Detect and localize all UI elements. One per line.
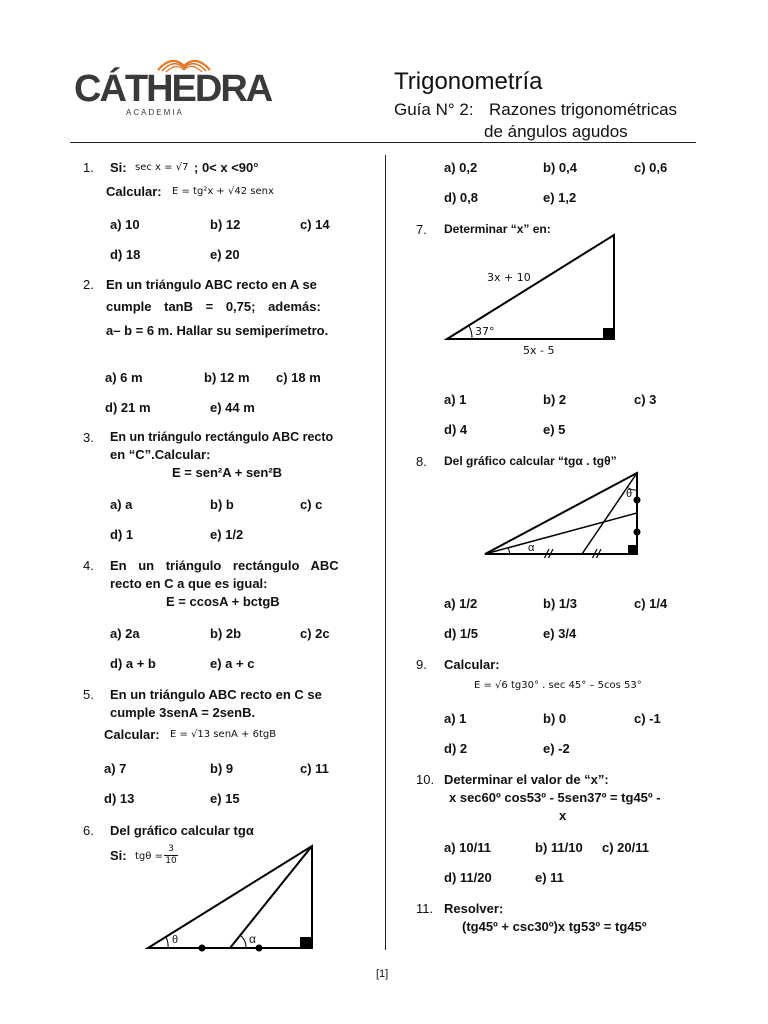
q6-theta-label: θ xyxy=(172,934,179,946)
q5-formula: E = √13 senA + 6tgB xyxy=(170,729,277,740)
q4-option-e: e) a + c xyxy=(210,656,255,671)
q11-line2: (tg45º + csc30º)x tg53º = tg45º xyxy=(462,919,647,934)
q3-formula: E = sen²A + sen²B xyxy=(172,465,283,480)
q6-number: 6. xyxy=(83,823,94,838)
logo-text: CÁTHEDRA xyxy=(74,68,272,110)
q6-option-d: d) 0,8 xyxy=(444,190,478,205)
q2-option-e: e) 44 m xyxy=(210,400,255,415)
q7-angle-label: 37° xyxy=(475,325,495,338)
q3-line2: en “C”.Calcular: xyxy=(110,447,211,462)
q1-calc: Calcular: xyxy=(106,184,162,199)
q10-option-e: e) 11 xyxy=(535,870,564,885)
q7-hyp-label: 3x + 10 xyxy=(487,271,531,284)
q11-line1: Resolver: xyxy=(444,901,504,916)
q8-option-d: d) 1/5 xyxy=(444,626,478,641)
q4-option-d: d) a + b xyxy=(110,656,156,671)
q6-alpha-label: α xyxy=(249,932,256,946)
q3-option-a: a) a xyxy=(110,497,133,512)
q9-line1: Calcular: xyxy=(444,657,500,672)
q6-option-c: c) 0,6 xyxy=(634,160,668,175)
q10-option-d: d) 11/20 xyxy=(444,870,492,885)
q8-option-b: b) 1/3 xyxy=(543,596,577,611)
q1-option-b: b) 12 xyxy=(210,217,241,232)
q9-option-a: a) 1 xyxy=(444,711,467,726)
q2-line2: cumple tanB = 0,75; además: xyxy=(106,299,321,314)
q3-option-b: b) b xyxy=(210,497,234,512)
q2-option-d: d) 21 m xyxy=(105,400,151,415)
logo-subtext: ACADEMIA xyxy=(126,108,184,117)
q6-option-b: b) 0,4 xyxy=(543,160,577,175)
page-title: Trigonometría xyxy=(394,68,543,95)
q10-number: 10. xyxy=(416,772,435,787)
q7-option-c: c) 3 xyxy=(634,392,657,407)
column-divider xyxy=(385,155,386,950)
q5-option-a: a) 7 xyxy=(104,761,127,776)
q4-line1: En un triángulo rectángulo ABC xyxy=(110,558,339,573)
q2-line3: a– b = 6 m. Hallar su semiperímetro. xyxy=(106,323,329,338)
q6-frac-num: 3 xyxy=(164,844,178,856)
guide-line2: de ángulos agudos xyxy=(484,122,628,141)
guide-line1: Razones trigonométricas xyxy=(489,100,678,119)
q9-option-c: c) -1 xyxy=(634,711,661,726)
q5-number: 5. xyxy=(83,687,94,702)
q8-alpha-label: α xyxy=(528,542,535,554)
q4-option-c: c) 2c xyxy=(300,626,330,641)
q5-option-c: c) 11 xyxy=(300,761,329,776)
q4-option-b: b) 2b xyxy=(210,626,242,641)
q6-option-a: a) 0,2 xyxy=(444,160,478,175)
q10-option-a: a) 10/11 xyxy=(444,840,491,855)
q7-base-label: 5x - 5 xyxy=(523,344,555,357)
q11-number: 11. xyxy=(416,901,434,916)
q10-option-b: b) 11/10 xyxy=(535,840,583,855)
q1-formula: E = tg²x + √42 senx xyxy=(172,186,274,197)
q9-formula: E = √6 tg30° . sec 45° – 5cos 53° xyxy=(474,680,642,691)
q7-option-b: b) 2 xyxy=(543,392,567,407)
q9-option-e: e) -2 xyxy=(543,741,570,756)
q3-number: 3. xyxy=(83,430,94,445)
q8-theta-label: θ xyxy=(626,488,633,500)
q10-option-c: c) 20/11 xyxy=(602,840,649,855)
q1-option-d: d) 18 xyxy=(110,247,141,262)
guide-label: Guía N° 2: xyxy=(394,100,474,119)
q8-line1: Del gráfico calcular “tgα . tgθ” xyxy=(444,454,617,468)
q6-line1: Del gráfico calcular tgα xyxy=(110,823,254,838)
q2-number: 2. xyxy=(83,277,94,292)
q8-option-c: c) 1/4 xyxy=(634,596,668,611)
q3-line1: En un triángulo rectángulo ABC recto xyxy=(110,430,334,444)
q2-option-b: b) 12 m xyxy=(204,370,250,385)
q4-line2: recto en C a que es igual: xyxy=(110,576,268,591)
q8-option-a: a) 1/2 xyxy=(444,596,478,611)
logo xyxy=(74,52,272,122)
q6-option-e: e) 1,2 xyxy=(543,190,577,205)
q10-line1: Determinar el valor de “x”: xyxy=(444,772,609,787)
q5-line1: En un triángulo ABC recto en C se xyxy=(110,687,322,702)
q6-frac-den: 10 xyxy=(165,856,177,866)
q8-option-e: e) 3/4 xyxy=(543,626,577,641)
page-number: [1] xyxy=(376,968,389,980)
q4-number: 4. xyxy=(83,558,94,573)
q2-option-a: a) 6 m xyxy=(105,370,143,385)
q7-option-e: e) 5 xyxy=(543,422,566,437)
q8-triangle-figure xyxy=(482,468,647,558)
q1-cond-formula: sec x = √7 xyxy=(135,162,189,173)
q1-si: Si: xyxy=(110,160,127,175)
q3-option-c: c) c xyxy=(300,497,323,512)
q9-option-d: d) 2 xyxy=(444,741,468,756)
q10-line3: x xyxy=(559,808,567,823)
q9-option-b: b) 0 xyxy=(543,711,567,726)
q7-option-d: d) 4 xyxy=(444,422,468,437)
q7-line1: Determinar “x” en: xyxy=(444,222,551,236)
q5-option-b: b) 9 xyxy=(210,761,234,776)
q7-number: 7. xyxy=(416,222,427,237)
q2-option-c: c) 18 m xyxy=(276,370,321,385)
q7-option-a: a) 1 xyxy=(444,392,467,407)
q6-si: Si: xyxy=(110,848,127,863)
q4-option-a: a) 2a xyxy=(110,626,140,641)
q5-option-d: d) 13 xyxy=(104,791,135,806)
q5-option-e: e) 15 xyxy=(210,791,240,806)
q10-line2: x sec60º cos53º - 5sen37º = tg45º - xyxy=(449,790,661,805)
q1-option-e: e) 20 xyxy=(210,247,240,262)
q7-triangle-figure xyxy=(442,232,622,342)
q6-triangle-figure xyxy=(142,842,322,952)
q3-option-e: e) 1/2 xyxy=(210,527,244,542)
q5-calc: Calcular: xyxy=(104,727,160,742)
q3-option-d: d) 1 xyxy=(110,527,134,542)
q1-number: 1. xyxy=(83,160,94,175)
q4-formula: E = ccosA + bctgB xyxy=(166,594,280,609)
q8-number: 8. xyxy=(416,454,427,469)
q2-line1: En un triángulo ABC recto en A se xyxy=(106,277,317,292)
header-rule xyxy=(70,142,696,143)
q1-option-c: c) 14 xyxy=(300,217,330,232)
q1-cond-text: ; 0< x <90° xyxy=(194,160,259,175)
q1-option-a: a) 10 xyxy=(110,217,140,232)
q5-line2: cumple 3senA = 2senB. xyxy=(110,705,256,720)
q6-formula-lhs: tgθ = xyxy=(135,851,163,862)
q9-number: 9. xyxy=(416,657,427,672)
